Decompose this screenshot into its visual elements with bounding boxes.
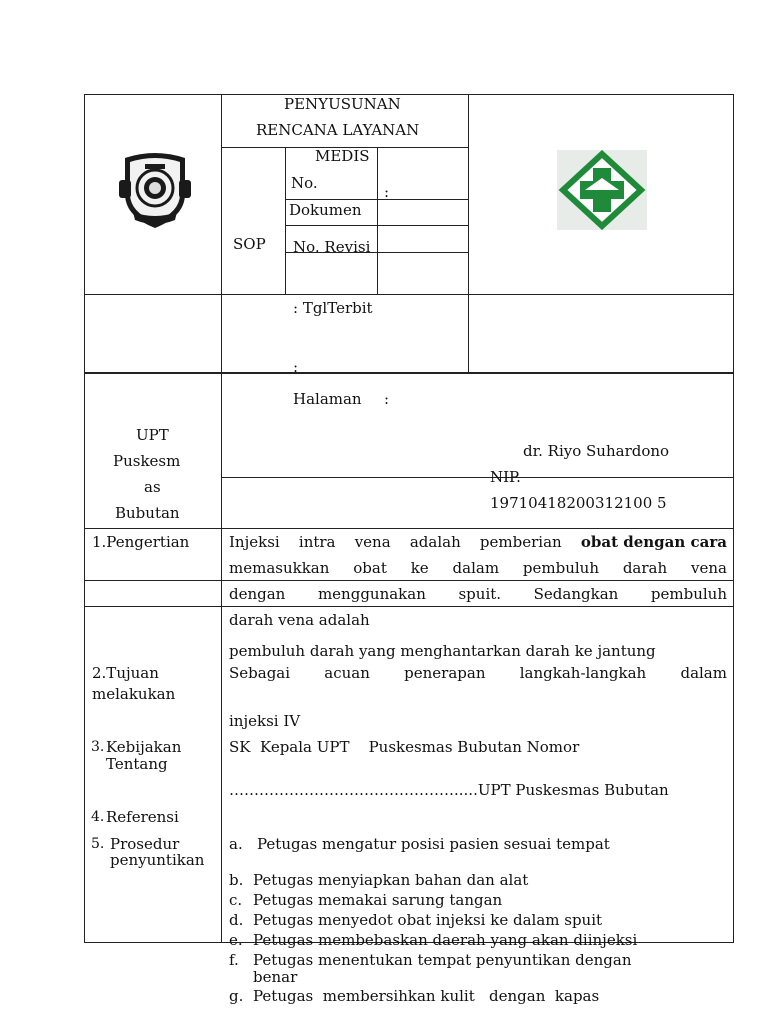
step-letter: e. bbox=[229, 931, 243, 949]
kebijakan-label-2: Tentang bbox=[106, 755, 168, 773]
tujuan-word: penerapan bbox=[404, 664, 486, 682]
step-text: Petugas membebaskan daerah yang akan diinjeksi bbox=[253, 931, 638, 949]
no-revisi-label: No. Revisi bbox=[293, 238, 371, 256]
colon-3: : bbox=[384, 390, 390, 408]
tujuan-word: acuan bbox=[324, 664, 370, 682]
tujuan-label-2: melakukan bbox=[92, 685, 176, 703]
doc-title-line3: MEDIS bbox=[315, 147, 370, 165]
pengertian-word: vena bbox=[354, 533, 391, 551]
tujuan-word: langkah-langkah bbox=[519, 664, 647, 682]
pengertian-word: dalam bbox=[452, 559, 500, 577]
pengertian-word: spuit. bbox=[458, 585, 502, 603]
pengertian-word: adalah bbox=[409, 533, 461, 551]
step-letter: f. bbox=[229, 951, 239, 969]
kebijakan-text-2: ……………………………………….....UPT Puskesmas Bubutan bbox=[229, 781, 669, 799]
colon-2: : bbox=[293, 358, 299, 376]
dokumen-label: Dokumen bbox=[289, 201, 362, 219]
pengertian-word: menggunakan bbox=[317, 585, 426, 603]
no-label: No. bbox=[291, 174, 318, 192]
tujuan-line1 bbox=[229, 664, 727, 682]
regional-crest-icon bbox=[117, 150, 193, 230]
step-text-continued: benar bbox=[253, 968, 298, 986]
doc-title-line1: PENYUSUNAN bbox=[284, 95, 401, 113]
pengertian-line5: pembuluh darah yang menghantarkan darah ke jantung bbox=[229, 642, 656, 660]
pengertian-word: pembuluh bbox=[650, 585, 727, 603]
referensi-label: Referensi bbox=[106, 808, 179, 826]
halaman-label: Halaman bbox=[293, 390, 362, 408]
step-letter: b. bbox=[229, 871, 244, 889]
doc-title-line2: RENCANA LAYANAN bbox=[256, 121, 420, 139]
puskesmas-cross-icon bbox=[557, 150, 647, 230]
step-text: Petugas menyedot obat injeksi ke dalam spuit bbox=[253, 911, 603, 929]
step-text: Petugas menentukan tempat penyuntikan dengan bbox=[253, 951, 632, 969]
tgl-terbit-label: : TglTerbit bbox=[293, 299, 373, 317]
kebijakan-label-1: Kebijakan bbox=[106, 738, 182, 756]
pengertian-label: 1.Pengertian bbox=[92, 533, 190, 551]
pengertian-word: Sedangkan bbox=[533, 585, 619, 603]
pengertian-word: ke bbox=[410, 559, 429, 577]
tujuan-word: Sebagai bbox=[229, 664, 291, 682]
pengertian-bold-phrase: obat dengan cara bbox=[580, 533, 727, 551]
org-line4: Bubutan bbox=[115, 504, 180, 522]
pengertian-word: memasukkan bbox=[229, 559, 330, 577]
prosedur-label-2: penyuntikan bbox=[110, 851, 205, 869]
step-text: Petugas menyiapkan bahan dan alat bbox=[253, 871, 529, 889]
step-letter: d. bbox=[229, 911, 244, 929]
pengertian-word: pembuluh bbox=[522, 559, 599, 577]
step-text: Petugas mengatur posisi pasien sesuai tempat bbox=[257, 835, 610, 853]
pengertian-word: Injeksi bbox=[229, 533, 280, 551]
step-text: Petugas memakai sarung tangan bbox=[253, 891, 503, 909]
nip-value: 19710418200312100 5 bbox=[490, 494, 667, 512]
pengertian-word: obat bbox=[353, 559, 387, 577]
org-line1: UPT bbox=[136, 426, 169, 444]
prosedur-label-1: Prosedur bbox=[110, 835, 180, 853]
pengertian-word: darah bbox=[622, 559, 668, 577]
pengertian-line3 bbox=[229, 585, 727, 603]
step-letter: a. bbox=[229, 835, 243, 853]
pengertian-word: pemberian bbox=[479, 533, 562, 551]
kebijakan-number: 3. bbox=[91, 739, 105, 755]
step-letter: c. bbox=[229, 891, 243, 909]
sop-label: SOP bbox=[233, 235, 266, 253]
pengertian-line1 bbox=[229, 533, 727, 551]
pengertian-line2 bbox=[229, 559, 727, 577]
referensi-number: 4. bbox=[91, 809, 105, 825]
tujuan-line2: injeksi IV bbox=[229, 712, 301, 730]
prosedur-number: 5. bbox=[91, 836, 105, 852]
pengertian-word: dengan bbox=[229, 585, 286, 603]
tujuan-label-1: 2.Tujuan bbox=[92, 664, 159, 682]
signer-name: dr. Riyo Suhardono bbox=[523, 442, 670, 460]
step-text: Petugas membersihkan kulit dengan kapas bbox=[253, 987, 600, 1005]
kebijakan-text: SK Kepala UPT Puskesmas Bubutan Nomor bbox=[229, 738, 580, 756]
pengertian-line4: darah vena adalah bbox=[229, 611, 370, 629]
colon-1: : bbox=[384, 183, 390, 201]
nip-label: NIP. bbox=[490, 468, 521, 486]
pengertian-word: vena bbox=[691, 559, 727, 577]
org-line3: as bbox=[144, 478, 161, 496]
step-letter: g. bbox=[229, 987, 244, 1005]
pengertian-word: intra bbox=[298, 533, 336, 551]
tujuan-word: dalam bbox=[680, 664, 727, 682]
org-line2: Puskesm bbox=[113, 452, 181, 470]
